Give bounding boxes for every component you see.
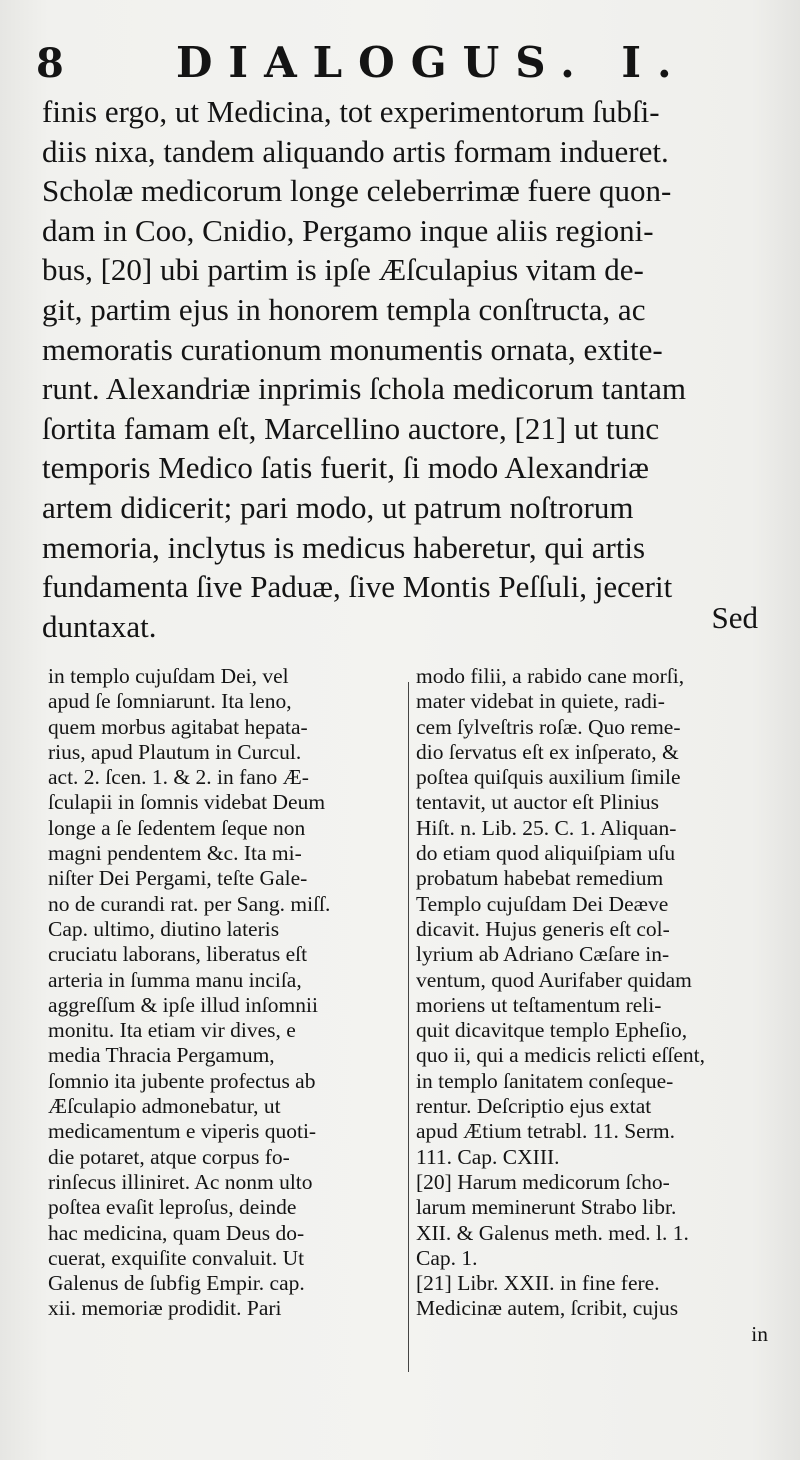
catchword: Sed (711, 600, 758, 635)
text-line: diis nixa, tandem aliquando artis formam indueret. (42, 133, 669, 169)
note-line: [21] Libr. XXII. in fine fere. (416, 1271, 660, 1296)
note-line: ventum, quod Aurifaber quidam (416, 967, 692, 992)
note-line: quo ii, qui a medicis relicti eſſent, (416, 1043, 705, 1068)
note-line: lyrium ab Adriano Cæſare in- (416, 942, 670, 967)
note-line: Hiſt. n. Lib. 25. C. 1. Aliquan- (416, 815, 677, 840)
note-line: larum meminerunt Strabo libr. (416, 1195, 677, 1220)
note-line: aggreſſum & ipſe illud inſomnii (48, 992, 318, 1017)
note-line: Templo cujuſdam Dei Deæve (416, 891, 669, 916)
page-header (36, 38, 776, 98)
note-line: 111. Cap. CXIII. (416, 1144, 560, 1169)
note-line: media Thracia Pergamum, (48, 1043, 275, 1068)
note-line: quit dicavitque templo Epheſio, (416, 1018, 688, 1043)
main-text (42, 92, 762, 646)
note-line: tentavit, ut auctor eſt Plinius (416, 790, 660, 815)
text-line: artem didicerit; pari modo, ut patrum noſtrorum (42, 489, 634, 525)
note-line: niſter Dei Pergami, teſte Gale- (48, 866, 308, 891)
note-line: apud Ætium tetrabl. 11. Serm. (416, 1119, 675, 1144)
note-line: apud ſe ſomniarunt. Ita leno, (48, 689, 292, 714)
text-line: ſortita famam eſt, Marcellino auctore, [21] ut tunc (42, 410, 660, 446)
note-line: probatum habebat remedium (416, 866, 664, 891)
note-line: hac medicina, quam Deus do- (48, 1220, 305, 1245)
note-line: Galenus de ſubfig Empir. cap. (48, 1271, 305, 1296)
note-line: medicamentum e viperis quoti- (48, 1119, 317, 1144)
note-line: Cap. 1. (416, 1245, 478, 1270)
footnote-column-right (416, 664, 768, 1347)
text-line: duntaxat. (42, 608, 157, 644)
text-line: bus, [20] ubi partim is ipſe Æſculapius vitam de- (42, 252, 644, 288)
note-line: cruciatu laborans, liberatus eſt (48, 942, 308, 967)
note-line: no de curandi rat. per Sang. miſſ. (48, 891, 331, 916)
page-number: 8 (36, 40, 64, 87)
note-line: mater videbat in quiete, radi- (416, 689, 665, 714)
note-line: ſomnio ita jubente profectus ab (48, 1068, 316, 1093)
text-line: memoria, inclytus is medicus haberetur, qui artis (42, 529, 646, 565)
note-line: rentur. Deſcriptio ejus extat (416, 1094, 652, 1119)
note-line: dio ſervatus eſt ex inſperato, & (416, 739, 679, 764)
footnotes (48, 664, 770, 1424)
note-line: poſtea evaſit leproſus, deinde (48, 1195, 297, 1220)
text-line: finis ergo, ut Medicina, tot experimentorum ſubſi- (42, 94, 660, 129)
note-line: XII. & Galenus meth. med. l. 1. (416, 1220, 689, 1245)
note-line: cuerat, exquiſite convaluit. Ut (48, 1245, 305, 1270)
note-line: monitu. Ita etiam vir dives, e (48, 1018, 296, 1043)
note-line: die potaret, atque corpus fo- (48, 1144, 290, 1169)
note-line: ſculapii in ſomnis videbat Deum (48, 790, 326, 815)
note-line: [20] Harum medicorum ſcho- (416, 1169, 670, 1194)
text-line: Scholæ medicorum longe celeberrimæ fuere quon- (42, 173, 672, 209)
running-title: DIALOGUS. I. (176, 38, 688, 87)
note-line: xii. memoriæ prodidit. Pari (48, 1296, 282, 1321)
note-line: rius, apud Plautum in Curcul. (48, 739, 302, 764)
note-line: Æſculapio admonebatur, ut (48, 1094, 281, 1119)
note-line: do etiam quod aliquiſpiam uſu (416, 841, 676, 866)
footnote-column-left (48, 664, 400, 1322)
note-line: Cap. ultimo, diutino lateris (48, 916, 280, 941)
text-line: dam in Coo, Cnidio, Pergamo inque aliis regioni- (42, 212, 654, 248)
note-line: arteria in ſumma manu inciſa, (48, 967, 302, 992)
text-line: memoratis curationum monumentis ornata, extite- (42, 331, 663, 367)
note-line: poſtea quiſquis auxilium ſimile (416, 765, 681, 790)
note-line: in templo cujuſdam Dei, vel (48, 664, 289, 688)
note-line: act. 2. ſcen. 1. & 2. in fano Æ- (48, 765, 309, 790)
note-line: quem morbus agitabat hepata- (48, 714, 308, 739)
note-catchword: in (751, 1321, 768, 1346)
note-line: in templo ſanitatem conſeque- (416, 1068, 674, 1093)
note-line: modo filii, a rabido cane morſi, (416, 664, 685, 688)
text-line: git, partim ejus in honorem templa conſtructa, ac (42, 291, 646, 327)
text-line: fundamenta ſive Paduæ, ſive Montis Peſſuli, jecerit (42, 569, 673, 605)
note-line: moriens ut teſtamentum reli- (416, 992, 662, 1017)
note-line: cem ſylveſtris roſæ. Quo reme- (416, 714, 681, 739)
text-line: temporis Medico ſatis fuerit, ſi modo Alexandriæ (42, 450, 649, 486)
column-divider (408, 682, 409, 1372)
note-line: longe a ſe ſedentem ſeque non (48, 815, 306, 840)
note-line: rinſecus illiniret. Ac nonm ulto (48, 1169, 313, 1194)
note-line: Medicinæ autem, ſcribit, cujus (416, 1296, 679, 1321)
note-line: dicavit. Hujus generis eſt col- (416, 916, 670, 941)
note-line: magni pendentem &c. Ita mi- (48, 841, 302, 866)
text-line: runt. Alexandriæ inprimis ſchola medicorum tantam (42, 371, 686, 407)
